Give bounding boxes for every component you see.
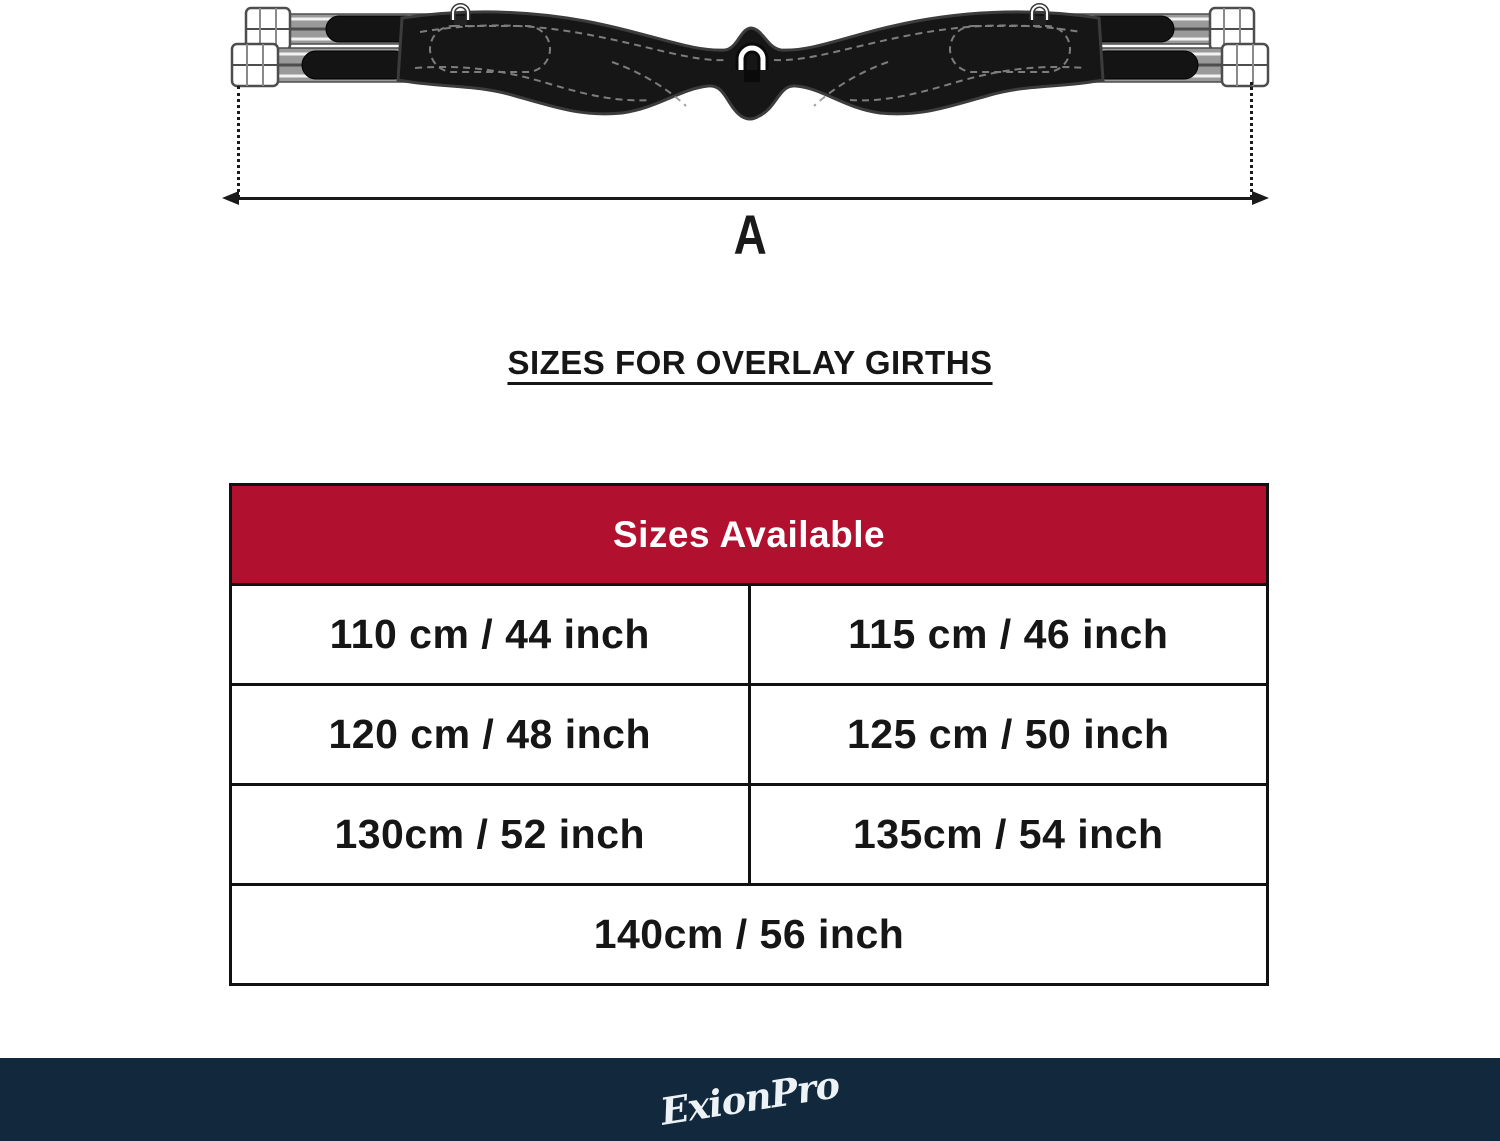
dimension-label: A — [733, 203, 767, 266]
girth-body — [398, 12, 1103, 119]
size-cell: 120 cm / 48 inch — [328, 711, 651, 757]
exionpro-logo: ExionPro — [657, 1061, 842, 1134]
size-cell: 110 cm / 44 inch — [329, 611, 650, 657]
girth-measurement-diagram — [0, 0, 1500, 270]
sizes-table — [229, 483, 1269, 986]
table-row — [232, 586, 1266, 686]
brand-footer-bar — [0, 1058, 1500, 1141]
size-cell: 135cm / 54 inch — [748, 786, 1267, 883]
size-cell: 115 cm / 46 inch — [748, 586, 1267, 683]
table-row — [232, 786, 1266, 886]
dimension-extension-line-left — [237, 86, 240, 198]
girth-product-illustration — [230, 0, 1270, 145]
sizes-table-header: Sizes Available — [232, 486, 1266, 586]
size-cell: 130cm / 52 inch — [334, 811, 646, 857]
size-cell: 125 cm / 50 inch — [748, 686, 1267, 783]
dimension-line — [238, 197, 1252, 200]
table-row — [232, 686, 1266, 786]
size-cell: 140cm / 56 inch — [593, 911, 905, 957]
dimension-extension-line-right — [1250, 82, 1253, 198]
table-row — [232, 886, 1266, 983]
page-title: SIZES FOR OVERLAY GIRTHS — [507, 344, 993, 381]
